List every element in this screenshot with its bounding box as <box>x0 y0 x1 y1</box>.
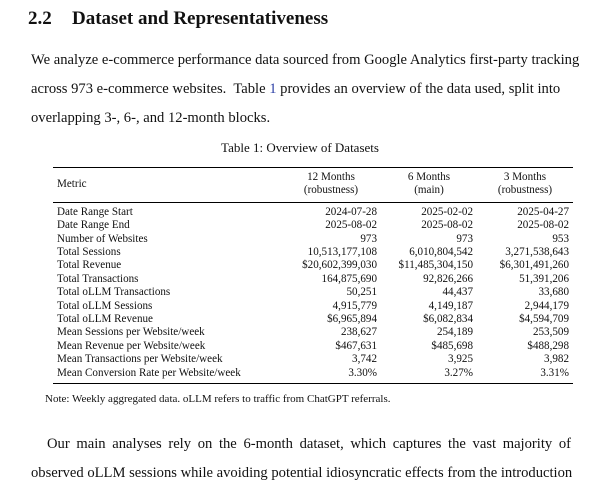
cell-3-months: 51,391,206 <box>519 272 569 285</box>
intro-line-1: We analyze e-commerce performance data sourced from Google Analytics first-party tracking <box>31 52 580 68</box>
followup-paragraph <box>31 430 571 488</box>
cell-6-months: $6,082,834 <box>423 313 473 326</box>
cell-3-months: 33,680 <box>538 286 569 299</box>
table-row <box>53 219 573 232</box>
intro-line-3: overlapping 3-, 6-, and 12-month blocks. <box>31 110 271 126</box>
row-label: Number of Websites <box>57 232 148 245</box>
table-row <box>53 326 573 339</box>
cell-3-months: 3,982 <box>544 353 569 366</box>
table-row <box>53 313 573 326</box>
row-label: Total oLLM Transactions <box>57 286 171 299</box>
table-row <box>53 353 573 366</box>
cell-6-months: 44,437 <box>442 286 473 299</box>
header-6-months <box>381 168 477 203</box>
cell-3-months: $488,298 <box>527 339 569 352</box>
cell-6-months: $11,485,304,150 <box>398 259 473 272</box>
table-row <box>53 246 573 259</box>
header-6-months-sub: (main) <box>414 184 444 197</box>
table-row <box>53 273 573 286</box>
intro-line-2-end: provides an overview of the data used, split into <box>276 81 561 97</box>
cell-12-months: 2025-08-02 <box>325 219 377 232</box>
row-label: Total Revenue <box>57 259 122 272</box>
table-row <box>53 340 573 353</box>
header-3-months <box>477 168 573 203</box>
cell-12-months: 238,627 <box>340 326 377 339</box>
table-caption: Table 1: Overview of Datasets <box>221 140 379 155</box>
cell-12-months: 164,875,690 <box>321 272 377 285</box>
followup-line-2: observed oLLM sessions while avoiding potential idiosyncratic effects from the introduction <box>31 465 573 481</box>
cell-3-months: 2,944,179 <box>524 299 569 312</box>
cell-12-months: 50,251 <box>346 286 377 299</box>
cell-6-months: 4,149,187 <box>428 299 473 312</box>
row-label: Total Sessions <box>57 246 121 259</box>
cell-3-months: 253,509 <box>532 326 569 339</box>
cell-3-months: 3,271,538,643 <box>505 246 569 259</box>
header-12-months-sub: (robustness) <box>303 184 359 197</box>
row-label: Mean Sessions per Website/week <box>57 326 205 339</box>
cell-12-months: 2024-07-28 <box>325 205 377 218</box>
table-reference-link[interactable]: 1 <box>269 81 277 97</box>
cell-12-months: $467,631 <box>335 339 377 352</box>
row-label: Mean Revenue per Website/week <box>57 339 206 352</box>
cell-6-months: 2025-08-02 <box>421 219 473 232</box>
header-6-months-title: 6 Months <box>407 171 451 183</box>
row-label: Mean Conversion Rate per Website/week <box>53 367 281 384</box>
cell-3-months: 3.31% <box>477 367 573 384</box>
cell-6-months: $485,698 <box>431 339 473 352</box>
table-row <box>53 367 573 384</box>
cell-6-months: 973 <box>456 232 473 245</box>
table-row <box>53 259 573 272</box>
cell-3-months: $6,301,491,260 <box>499 259 569 272</box>
header-3-months-title: 3 Months <box>503 171 547 183</box>
cell-12-months: $20,602,399,030 <box>302 259 377 272</box>
datasets-table <box>53 167 573 384</box>
table-row <box>53 286 573 299</box>
cell-3-months: 953 <box>552 232 569 245</box>
row-label: Total oLLM Sessions <box>57 299 153 312</box>
cell-6-months: 92,826,266 <box>423 272 473 285</box>
section-heading <box>28 8 328 30</box>
cell-12-months: 973 <box>360 232 377 245</box>
cell-6-months: 2025-02-02 <box>421 205 473 218</box>
cell-3-months: 2025-08-02 <box>517 219 569 232</box>
row-label: Total oLLM Revenue <box>57 313 153 326</box>
table-row <box>53 202 573 219</box>
header-12-months <box>281 168 381 203</box>
intro-line-2 <box>31 75 571 104</box>
header-12-months-title: 12 Months <box>307 171 355 183</box>
cell-12-months: 4,915,779 <box>332 299 377 312</box>
cell-3-months: 2025-04-27 <box>517 205 569 218</box>
table-row <box>53 233 573 246</box>
cell-6-months: 3,925 <box>448 353 473 366</box>
header-metric: Metric <box>53 168 281 203</box>
table-header-row <box>53 168 573 203</box>
row-label: Mean Transactions per Website/week <box>57 353 223 366</box>
row-label: Date Range Start <box>57 205 133 218</box>
section-title: Dataset and Representativeness <box>72 8 329 29</box>
cell-12-months: 3.30% <box>281 367 381 384</box>
cell-12-months: 10,513,177,108 <box>307 246 377 259</box>
cell-6-months: 3.27% <box>381 367 477 384</box>
cell-6-months: 6,010,804,542 <box>409 246 473 259</box>
table-note: Note: Weekly aggregated data. oLLM refers to traffic from ChatGPT referrals. <box>45 393 391 405</box>
row-label: Date Range End <box>57 219 130 232</box>
intro-line-2-start: across 973 e-commerce websites. Table <box>31 81 270 97</box>
cell-12-months: 3,742 <box>352 353 377 366</box>
header-3-months-sub: (robustness) <box>497 184 553 197</box>
followup-line-1: Our main analyses rely on the 6-month dataset, which captures the vast majority of <box>47 436 571 452</box>
cell-6-months: 254,189 <box>436 326 473 339</box>
section-number: 2.2 <box>28 8 52 29</box>
table-row <box>53 300 573 313</box>
row-label: Total Transactions <box>57 272 139 285</box>
cell-3-months: $4,594,709 <box>519 313 569 326</box>
cell-12-months: $6,965,894 <box>327 313 377 326</box>
intro-paragraph <box>31 46 580 133</box>
